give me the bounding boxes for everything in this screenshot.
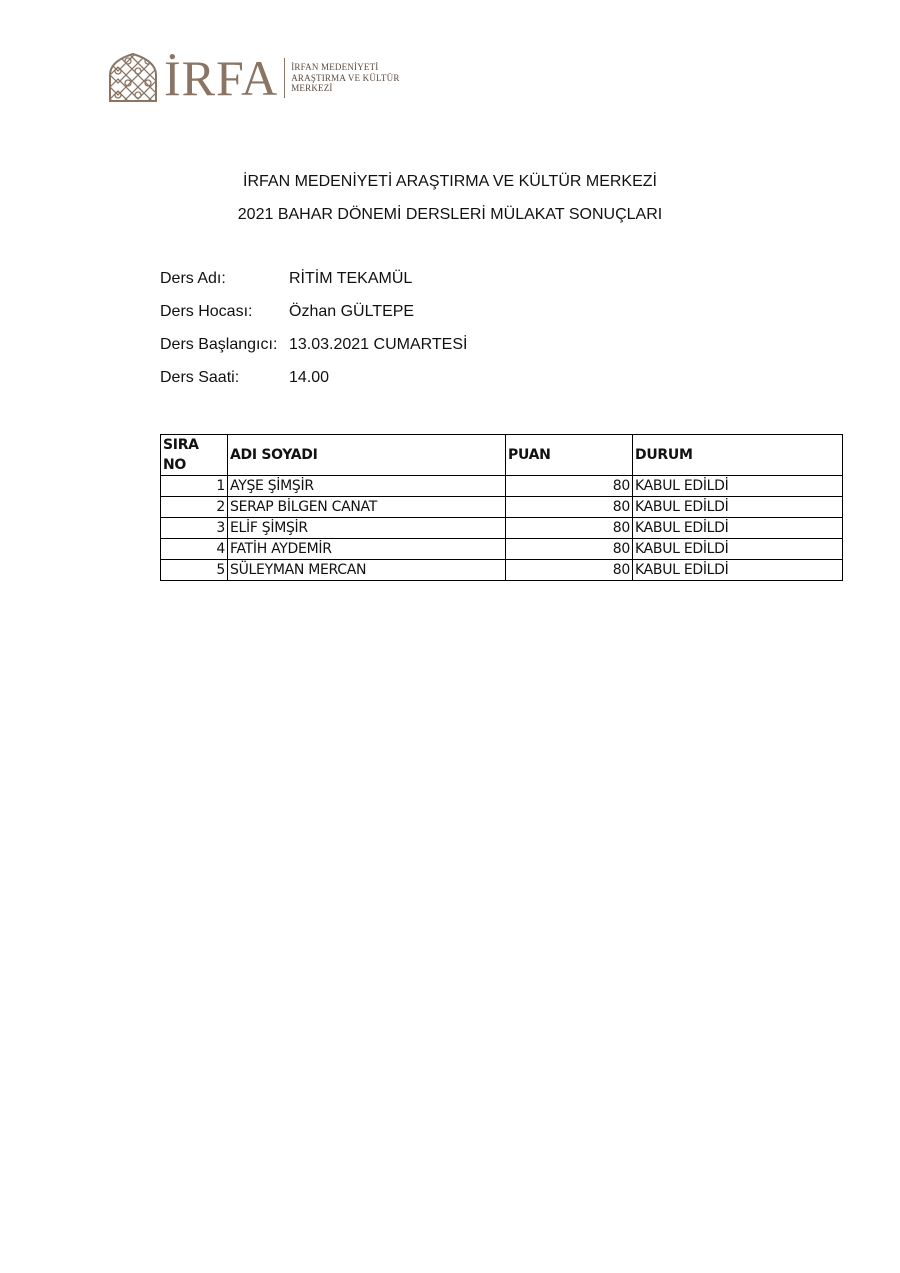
course-info-row xyxy=(160,270,467,303)
cell-durum: KABUL EDİLDİ xyxy=(633,539,843,560)
table-header-row xyxy=(161,435,843,476)
arch-pattern-icon xyxy=(108,53,158,103)
course-info-row xyxy=(160,303,467,336)
start-date-label: Ders Başlangıcı: xyxy=(160,336,278,353)
cell-no: 4 xyxy=(161,539,228,560)
cell-puan: 80 xyxy=(506,476,633,497)
cell-durum: KABUL EDİLDİ xyxy=(633,476,843,497)
cell-durum: KABUL EDİLDİ xyxy=(633,497,843,518)
column-header-adi-soyadi: ADI SOYADI xyxy=(228,435,506,476)
cell-durum: KABUL EDİLDİ xyxy=(633,560,843,581)
cell-name: SÜLEYMAN MERCAN xyxy=(228,560,506,581)
course-time-value: 14.00 xyxy=(289,369,330,386)
cell-puan: 80 xyxy=(506,539,633,560)
cell-no: 1 xyxy=(161,476,228,497)
logo-subtitle-line: ARAŞTIRMA VE KÜLTÜR xyxy=(291,72,400,83)
cell-durum: KABUL EDİLDİ xyxy=(633,518,843,539)
cell-name: SERAP BİLGEN CANAT xyxy=(228,497,506,518)
table-row xyxy=(161,560,843,581)
table-row xyxy=(161,476,843,497)
logo-subtitle-line: MERKEZİ xyxy=(291,83,333,94)
table-row xyxy=(161,539,843,560)
start-date-value: 13.03.2021 CUMARTESİ xyxy=(289,336,468,353)
teacher-value: Özhan GÜLTEPE xyxy=(289,303,415,320)
course-name-label: Ders Adı: xyxy=(160,270,226,287)
cell-name: ELİF ŞİMŞİR xyxy=(228,518,506,539)
logo-divider xyxy=(284,58,285,98)
logo-subtitle xyxy=(291,62,399,94)
cell-name: FATİH AYDEMİR xyxy=(228,539,506,560)
document-title: İRFAN MEDENİYETİ ARAŞTIRMA VE KÜLTÜR MERKEZİ xyxy=(243,173,657,190)
logo-subtitle-line: İRFAN MEDENİYETİ xyxy=(291,62,379,73)
course-time-label: Ders Saati: xyxy=(160,369,240,386)
course-name-value: RİTİM TEKAMÜL xyxy=(289,270,413,287)
course-info-row xyxy=(160,336,467,369)
column-header-durum: DURUM xyxy=(633,435,843,476)
cell-name: AYŞE ŞİMŞİR xyxy=(228,476,506,497)
column-header-sira-no: SIRA NO xyxy=(161,435,228,476)
table-row xyxy=(161,518,843,539)
cell-puan: 80 xyxy=(506,560,633,581)
table-row xyxy=(161,497,843,518)
cell-no: 5 xyxy=(161,560,228,581)
logo-wordmark: İRFA xyxy=(164,50,279,106)
results-table xyxy=(160,434,843,581)
cell-puan: 80 xyxy=(506,518,633,539)
course-info-row xyxy=(160,369,467,402)
course-info xyxy=(160,270,467,402)
logo xyxy=(108,52,400,104)
cell-no: 2 xyxy=(161,497,228,518)
cell-puan: 80 xyxy=(506,497,633,518)
document-subtitle: 2021 BAHAR DÖNEMİ DERSLERİ MÜLAKAT SONUÇLARI xyxy=(237,206,663,223)
cell-no: 3 xyxy=(161,518,228,539)
column-header-puan: PUAN xyxy=(506,435,633,476)
teacher-label: Ders Hocası: xyxy=(160,303,253,320)
